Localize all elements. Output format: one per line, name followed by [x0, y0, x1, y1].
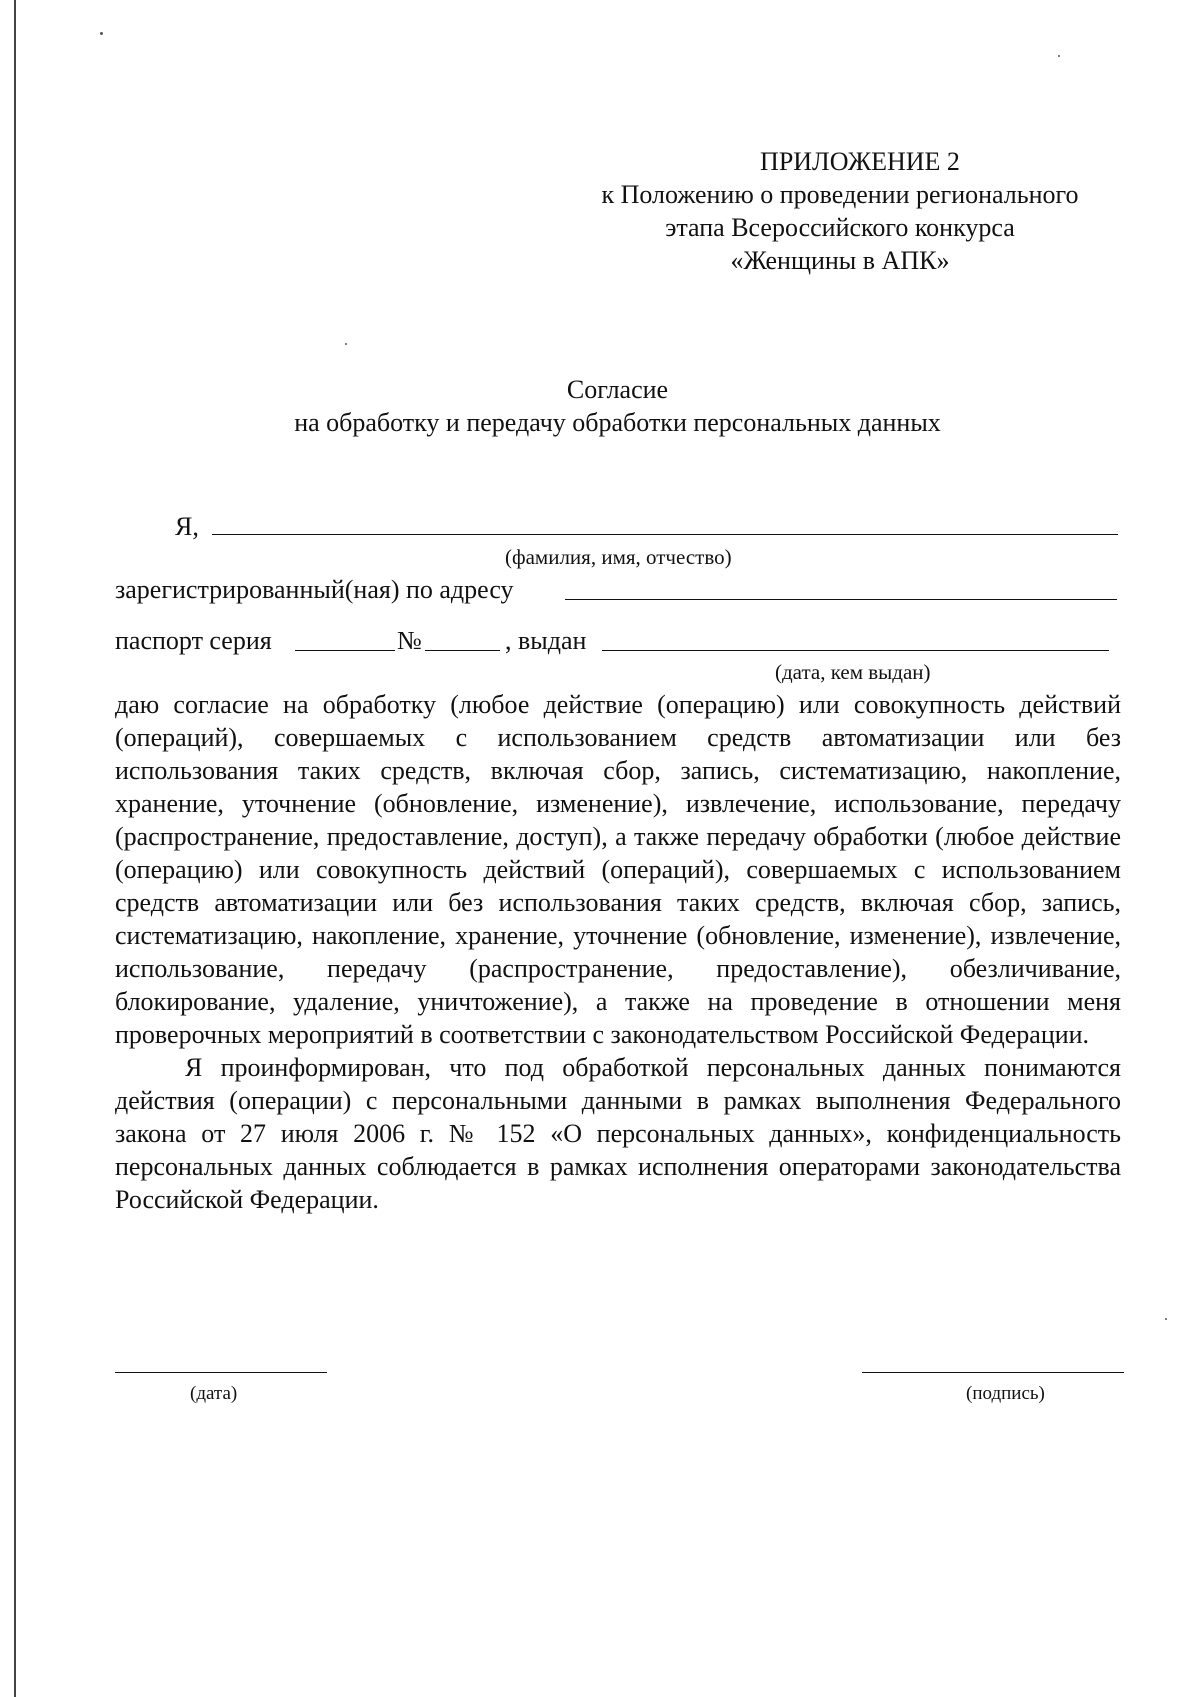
date-signature-line[interactable] [115, 1372, 327, 1373]
passport-series-line[interactable] [295, 626, 395, 651]
passport-series-label: паспорт серия [115, 626, 272, 655]
consent-paragraph: даю согласие на обработку (любое действие (операцию) или совокупность действий (операций), совершаемых с использованием средств автоматизации или без использования таких средств, включая сбор, запись, систематизацию, накопление, хранение, уточнение (обновление, изменение), извлечение, использование, передачу (распространение, предоставление, доступ), а также передачу обработки (любое действие (операцию) или совокупность действий (операций), совершаемых с использованием средств автоматизации или без использования таких средств, включая сбор, запись, систематизацию, накопление, хранение, уточнение (обновление, изменение), извлечение, использование, передачу (распространение, предоставление), обезличивание, блокирование, удаление, уничтожение), а также на проведение в отношении меня проверочных мероприятий в соответствии с законодательством Российской Федерации. [115, 690, 1121, 1049]
name-field-line[interactable] [212, 510, 1118, 535]
scan-speck [100, 32, 103, 35]
issued-label: , выдан [505, 626, 587, 655]
scan-left-edge [14, 0, 16, 1697]
appendix-reference-line: «Женщины в АПК» [730, 246, 950, 275]
issued-caption: (дата, кем выдан) [775, 660, 931, 684]
passport-number-label: № [397, 626, 422, 655]
issued-field-line[interactable] [602, 626, 1109, 651]
appendix-reference-line: к Положению о проведении регионального [601, 180, 1079, 209]
appendix-number: ПРИЛОЖЕНИЕ 2 [760, 147, 960, 176]
name-prefix: Я, [175, 512, 199, 541]
scan-speck [345, 343, 347, 345]
scan-speck [1058, 55, 1060, 57]
date-caption: (дата) [190, 1383, 238, 1404]
title-subtitle: на обработку и передачу обработки персональных данных [294, 408, 941, 437]
document-title [220, 373, 1015, 439]
information-paragraph: Я проинформирован, что под обработкой персональных данных понимаются действия (операции) с персональными данными в рамках выполнения Федерального закона от 27 июля 2006 г. № 152 «О персональных данных», конфиденциальность персональных данных соблюдается в рамках исполнения операторами законодательства Российской Федерации. [115, 1053, 1121, 1214]
consent-body [115, 688, 1121, 1216]
title-main: Согласие [566, 375, 669, 404]
signature-line[interactable] [862, 1372, 1124, 1373]
name-caption: (фамилия, имя, отчество) [505, 545, 732, 569]
scan-speck [1165, 1318, 1167, 1320]
address-label: зарегистрированный(ная) по адресу [115, 575, 514, 604]
address-field-line[interactable] [565, 575, 1117, 600]
signature-caption: (подпись) [966, 1383, 1045, 1404]
appendix-header [560, 145, 1120, 277]
passport-number-line[interactable] [425, 626, 500, 651]
appendix-reference-line: этапа Всероссийского конкурса [665, 213, 1015, 242]
